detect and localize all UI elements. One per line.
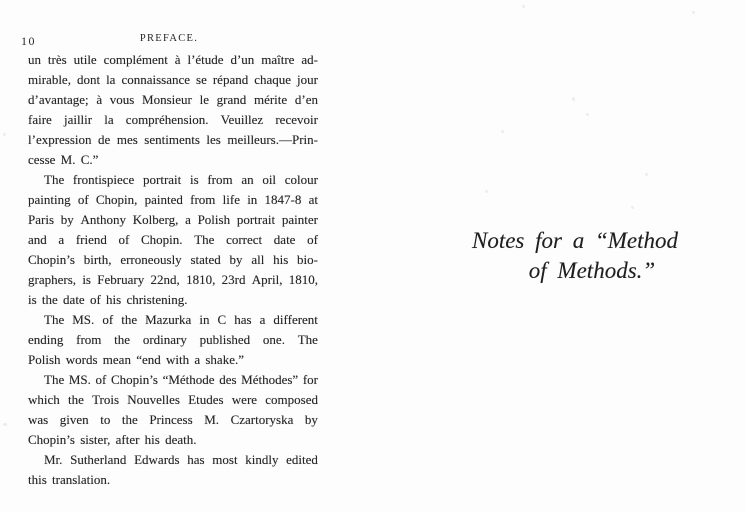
scan-speck bbox=[586, 113, 589, 116]
text-line: which the Trois Nouvelles Etudes were composed bbox=[28, 392, 318, 407]
text-line: ending from the ordinary published one. The bbox=[28, 332, 318, 347]
scan-speck bbox=[522, 5, 525, 8]
text-line: Paris by Anthony Kolberg, a Polish portrait painter bbox=[28, 212, 318, 227]
text-line: was given to the Princess M. Czartoryska by bbox=[28, 412, 318, 427]
scan-speck bbox=[572, 97, 575, 101]
scan-speck bbox=[501, 130, 504, 133]
left-page bbox=[0, 0, 372, 512]
scan-speck bbox=[645, 173, 648, 176]
text-line: d’avantage; à vous Monsieur le grand mérite d’en bbox=[28, 92, 318, 107]
section-heading bbox=[460, 226, 690, 286]
heading-line-2: of Methods.” bbox=[528, 258, 656, 283]
scan-speck bbox=[692, 11, 695, 14]
scan-speck bbox=[485, 190, 488, 193]
text-line: faire jaillir la compréhension. Veuillez recevoir bbox=[28, 112, 318, 127]
text-line: mirable, dont la connaissance se répand chaque jour bbox=[28, 72, 318, 87]
preface-text-block bbox=[28, 50, 318, 490]
text-line: painting of Chopin, painted from life in 1847-8 at bbox=[28, 192, 318, 207]
text-line: this translation. bbox=[28, 472, 111, 487]
scan-speck bbox=[631, 206, 634, 209]
page-number: 10 bbox=[21, 34, 36, 48]
text-line: The MS. of Chopin’s “Méthode des Méthodes” for bbox=[44, 372, 318, 387]
text-line: l’expression de mes sentiments les meilleurs.—Prin- bbox=[28, 132, 318, 147]
scan-speck bbox=[3, 423, 7, 426]
text-line: Polish words mean “end with a shake.” bbox=[28, 352, 244, 367]
text-line: Mr. Sutherland Edwards has most kindly edited bbox=[44, 452, 318, 467]
text-line: The frontispiece portrait is from an oil colour bbox=[44, 172, 318, 187]
text-line: graphers, is February 22nd, 1810, 23rd April, 1810, bbox=[28, 272, 318, 287]
text-line: un très utile complément à l’étude d’un maître ad- bbox=[28, 52, 318, 67]
text-line: Chopin’s birth, erroneously stated by all his bio- bbox=[28, 252, 318, 267]
text-line: The MS. of the Mazurka in C has a different bbox=[44, 312, 318, 327]
running-header: PREFACE. bbox=[139, 33, 199, 44]
text-line: cesse M. C.” bbox=[28, 152, 99, 167]
scan-speck bbox=[3, 133, 6, 136]
text-line: is the date of his christening. bbox=[28, 292, 188, 307]
heading-line-1: Notes for a “Method bbox=[471, 228, 679, 253]
text-line: and a friend of Chopin. The correct date of bbox=[28, 232, 318, 247]
text-line: Chopin’s sister, after his death. bbox=[28, 432, 197, 447]
right-page bbox=[372, 0, 745, 512]
